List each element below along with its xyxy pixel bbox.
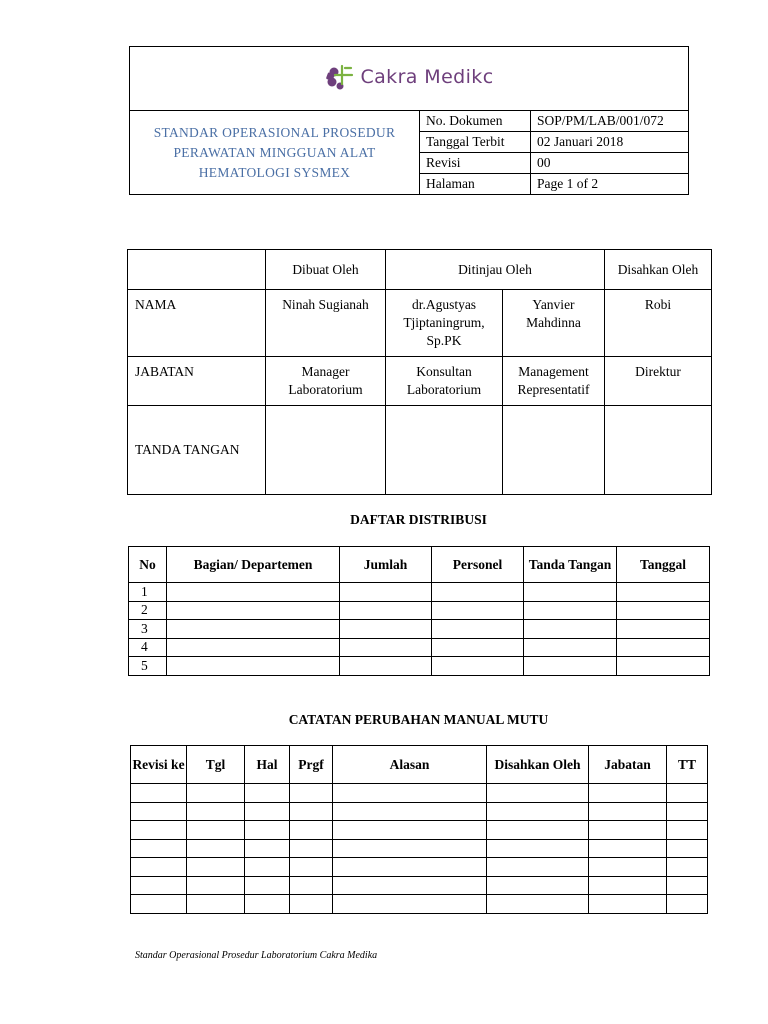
revision-cell	[589, 839, 667, 858]
dist-row-number: 1	[129, 583, 167, 602]
dist-col-department: Bagian/ Departemen	[167, 547, 340, 583]
table-row	[129, 601, 710, 620]
position-reviewer-1: Konsultan Laboratorium	[386, 357, 503, 406]
revisions-title: CATATAN PERUBAHAN MANUAL MUTU	[288, 712, 549, 727]
position-reviewer-2: Management Representatif	[503, 357, 605, 406]
revision-cell	[333, 821, 487, 840]
company-name: Cakra Medikc	[360, 65, 494, 88]
revision-cell	[667, 802, 708, 821]
dist-row-number: 3	[129, 620, 167, 639]
dist-row-number: 5	[129, 657, 167, 676]
revision-cell	[131, 858, 187, 877]
revision-cell	[131, 895, 187, 914]
revision-cell	[333, 876, 487, 895]
revision-cell	[487, 784, 589, 803]
signature-reviewer-1	[386, 406, 503, 495]
dist-row-number: 2	[129, 601, 167, 620]
revision-cell	[589, 895, 667, 914]
signature-creator	[266, 406, 386, 495]
issue-date-value: 02 Januari 2018	[531, 132, 689, 153]
position-creator: Manager Laboratorium	[266, 357, 386, 406]
revision-cell	[290, 895, 333, 914]
revision-cell	[245, 876, 290, 895]
rev-col-position: Jabatan	[589, 746, 667, 784]
document-title: STANDAR OPERASIONAL PROSEDUR PERAWATAN MINGGUAN ALAT HEMATOLOGI SYSMEX	[130, 111, 420, 195]
revision-cell	[487, 876, 589, 895]
table-row	[131, 802, 708, 821]
revision-cell	[667, 876, 708, 895]
revision-cell	[131, 876, 187, 895]
revision-cell	[187, 784, 245, 803]
table-row	[131, 839, 708, 858]
revision-cell	[667, 821, 708, 840]
revision-value: 00	[531, 153, 689, 174]
revision-cell	[131, 821, 187, 840]
revision-cell	[487, 802, 589, 821]
revision-cell	[667, 858, 708, 877]
dist-col-quantity: Jumlah	[340, 547, 432, 583]
revision-cell	[487, 839, 589, 858]
name-reviewer-1: dr.Agustyas Tjiptaningrum, Sp.PK	[386, 290, 503, 357]
rev-col-paragraph: Prgf	[290, 746, 333, 784]
table-row	[131, 895, 708, 914]
name-approver: Robi	[605, 290, 712, 357]
table-row	[129, 583, 710, 602]
logo-mark-icon	[324, 62, 354, 92]
revision-cell	[333, 895, 487, 914]
dist-col-no: No	[129, 547, 167, 583]
doc-number-label: No. Dokumen	[420, 111, 531, 132]
revision-cell	[187, 802, 245, 821]
distribution-title: DAFTAR DISTRIBUSI	[350, 512, 487, 527]
name-creator: Ninah Sugianah	[266, 290, 386, 357]
revision-cell	[131, 839, 187, 858]
dist-col-personnel: Personel	[432, 547, 524, 583]
revision-cell	[333, 858, 487, 877]
revision-cell	[245, 784, 290, 803]
revision-cell	[245, 858, 290, 877]
revision-cell	[667, 895, 708, 914]
table-row	[131, 784, 708, 803]
revision-cell	[187, 839, 245, 858]
revision-label: Revisi	[420, 153, 531, 174]
signature-reviewer-2	[503, 406, 605, 495]
issue-date-label: Tanggal Terbit	[420, 132, 531, 153]
revision-cell	[245, 821, 290, 840]
revision-cell	[187, 858, 245, 877]
approved-by-header: Disahkan Oleh	[605, 250, 712, 290]
revision-cell	[187, 821, 245, 840]
dist-col-signature: Tanda Tangan	[524, 547, 617, 583]
rev-col-signature: TT	[667, 746, 708, 784]
revision-cell	[245, 895, 290, 914]
dist-row-number: 4	[129, 638, 167, 657]
table-row	[129, 638, 710, 657]
revision-cell	[290, 802, 333, 821]
revision-cell	[290, 839, 333, 858]
revision-cell	[667, 839, 708, 858]
rev-col-page: Hal	[245, 746, 290, 784]
revision-cell	[187, 876, 245, 895]
page-footer: Standar Operasional Prosedur Laboratorium Cakra Medika	[135, 950, 378, 961]
revision-cell	[131, 802, 187, 821]
distribution-table	[128, 546, 710, 676]
table-row	[129, 620, 710, 639]
table-row	[131, 876, 708, 895]
revision-cell	[290, 784, 333, 803]
revision-cell	[131, 784, 187, 803]
logo-cell	[130, 47, 689, 111]
created-by-header: Dibuat Oleh	[266, 250, 386, 290]
document-header-table	[129, 46, 689, 195]
revision-cell	[589, 802, 667, 821]
revision-cell	[333, 839, 487, 858]
revision-cell	[589, 876, 667, 895]
page-label: Halaman	[420, 174, 531, 195]
table-row	[131, 821, 708, 840]
position-row-label: JABATAN	[128, 357, 266, 406]
name-row-label: NAMA	[128, 290, 266, 357]
revision-cell	[589, 784, 667, 803]
revision-cell	[187, 895, 245, 914]
signature-row-label: TANDA TANGAN	[128, 406, 266, 495]
table-row	[129, 657, 710, 676]
doc-number-value: SOP/PM/LAB/001/072	[531, 111, 689, 132]
revision-cell	[487, 821, 589, 840]
revision-cell	[290, 821, 333, 840]
revision-cell	[333, 784, 487, 803]
dist-col-date: Tanggal	[617, 547, 710, 583]
revision-cell	[487, 895, 589, 914]
position-approver: Direktur	[605, 357, 712, 406]
revision-cell	[589, 858, 667, 877]
table-row	[131, 858, 708, 877]
revision-cell	[333, 802, 487, 821]
reviewed-by-header: Ditinjau Oleh	[386, 250, 605, 290]
revision-cell	[487, 858, 589, 877]
rev-col-revision: Revisi ke	[131, 746, 187, 784]
approval-corner-cell	[128, 250, 266, 290]
revision-cell	[667, 784, 708, 803]
rev-col-reason: Alasan	[333, 746, 487, 784]
company-logo	[324, 62, 493, 92]
rev-col-date: Tgl	[187, 746, 245, 784]
page-value: Page 1 of 2	[531, 174, 689, 195]
signature-approver	[605, 406, 712, 495]
revision-cell	[245, 802, 290, 821]
name-reviewer-2: Yanvier Mahdinna	[503, 290, 605, 357]
revision-cell	[245, 839, 290, 858]
revision-cell	[589, 821, 667, 840]
approval-table	[127, 249, 712, 495]
rev-col-approved-by: Disahkan Oleh	[487, 746, 589, 784]
revision-cell	[290, 858, 333, 877]
revision-cell	[290, 876, 333, 895]
revisions-table	[130, 745, 708, 914]
